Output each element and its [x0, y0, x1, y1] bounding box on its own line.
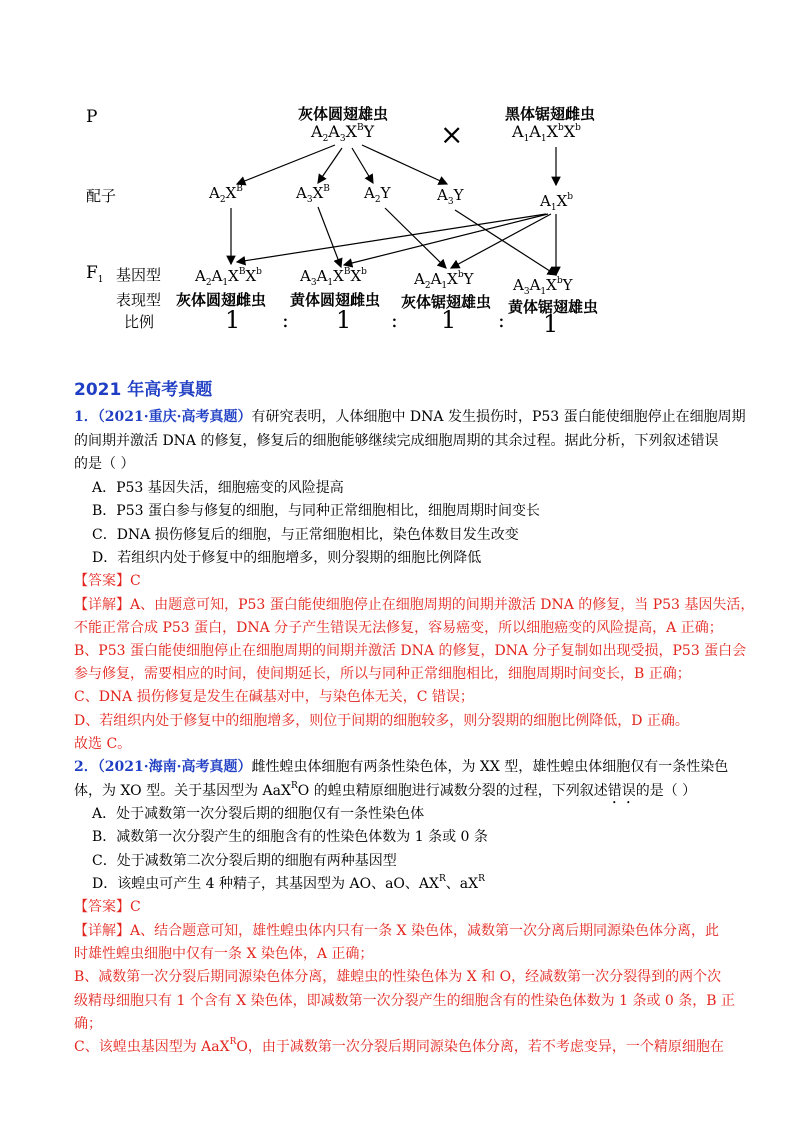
section-title: 2021 年高考真题 [74, 380, 213, 400]
q2-stem-line-1: 2．（2021·海南·高考真题）雌性蝗虫体细胞有两条性染色体，为 XX 型，雄性蝗虫体细胞仅有一条性染色 [74, 759, 729, 775]
offspring-phenotype-1: 灰体圆翅雌虫 [176, 291, 267, 309]
q1-detail-line-2: 不能正常合成 P53 蛋白，DNA 分子产生错误无法修复，容易癌变，所以细胞癌变的风险提高，A 正确； [74, 620, 723, 636]
q1-stem-line-1: 1．（2021·重庆·高考真题）有研究表明，人体细胞中 DNA 发生损伤时，P53 蛋白能使细胞停止在细胞周期 [74, 409, 746, 425]
q2-detail-line-4: 级精母细胞只有 1 个含有 X 染色体，即减数第一次分裂产生的细胞含有的性染色体数为 1 条或 0 条，B 正 [74, 993, 736, 1009]
q2-detail-line-3: B、减数第一次分裂后期同源染色体分离，雄蝗虫的性染色体为 X 和 O，经减数第一次分裂得到的两个次 [74, 969, 722, 985]
gamete-2: $A_3X^B$ [296, 184, 330, 205]
cross-symbol: × [440, 118, 464, 151]
ratio-2: 1 [336, 306, 352, 334]
gamete-1: $A_2X^B$ [209, 184, 243, 205]
q1-detail-line-5: C、DNA 损伤修复是发生在碱基对中，与染色体无关，C 错误； [74, 689, 474, 705]
ratio-3: 1 [441, 306, 457, 334]
q1-stem-line-3: 的是（ ） [74, 456, 135, 472]
q1-option-a: A．P53 基因失活，细胞癌变的风险提高 [92, 480, 344, 496]
q2-detail-line-1: 【详解】A、结合题意可知，雄性蝗虫体内只有一条 X 染色体，减数第一次分离后期同源染色体分离，此 [74, 923, 719, 939]
q2-option-a: A．处于减数第一次分裂后期的细胞仅有一条性染色体 [92, 806, 425, 822]
male-phenotype: 灰体圆翅雄虫 [298, 105, 389, 123]
q2-detail-line-5: 确； [74, 1016, 102, 1032]
q2-answer: 【答案】C [74, 899, 141, 915]
ratio-colon-3: : [498, 308, 505, 332]
offspring-genotype-4: $A_3A_1X^bY$ [513, 276, 573, 297]
q1-option-c: C．DNA 损伤修复后的细胞，与正常细胞相比，染色体数目发生改变 [92, 527, 519, 543]
q1-option-b: B．P53 蛋白参与修复的细胞，与同种正常细胞相比，细胞周期时间变长 [92, 503, 540, 519]
gamete-4: $A_3Y$ [437, 186, 464, 207]
gamete-3: $A_2Y$ [364, 184, 391, 205]
offspring-phenotype-4: 黄体锯翅雄虫 [508, 298, 599, 316]
q2-option-c: C．处于减数第二次分裂后期的细胞有两种基因型 [92, 853, 397, 869]
offspring-phenotype-3: 灰体锯翅雄虫 [401, 293, 492, 311]
q2-option-b: B．减数第一次分裂产生的细胞含有的性染色体数为 1 条或 0 条 [92, 829, 488, 845]
q1-detail-line-1: 【详解】A、由题意可知，P53 蛋白能使细胞停止在细胞周期的间期并激活 DNA 的修复，当 P53 基因失活， [74, 597, 755, 613]
offspring-genotype-3: $A_2A_1X^bY$ [414, 270, 474, 291]
q1-stem-line-2: 的间期并激活 DNA 的修复，修复后的细胞能够继续完成细胞周期的其余过程。据此分析，下列叙述错误 [74, 433, 719, 449]
male-genotype: $A_2A_3X^BY$ [311, 122, 375, 144]
q2-source: （2021·海南·高考真题） [97, 759, 252, 775]
gamete-label: 配子 [86, 187, 117, 205]
q1-detail-line-4: 参与修复，需要相应的时间，使间期延长，所以与同种正常细胞相比，细胞周期时间变长，B 正确； [74, 666, 691, 682]
offspring-genotype-1: $A_2A_1X^BX^b$ [195, 267, 262, 288]
q2-number: 2． [74, 759, 98, 775]
ratio-4: 1 [543, 310, 559, 338]
q2-option-d: D．该蝗虫可产生 4 种精子，其基因型为 AO、aO、$AX^R$、$aX^R$ [92, 874, 485, 892]
q1-detail-line-7: 故选 C。 [74, 736, 132, 752]
f1-label: $F_1$ [86, 263, 104, 285]
q2-detail-line-6: C、该蝗虫基因型为 AaX$^R$O，由于减数第一次分裂后期同源染色体分离，若不考虑变异，一个精原细胞在 [74, 1037, 724, 1055]
q2-detail-line-2: 时雄性蝗虫细胞中仅有一条 X 染色体，A 正确； [74, 946, 374, 962]
q1-detail-line-3: B、P53 蛋白能使细胞停止在细胞周期的间期并激活 DNA 的修复，DNA 分子复制如出现受损，P53 蛋白会 [74, 643, 747, 659]
genotype-label: 基因型 [116, 266, 162, 284]
q1-answer: 【答案】C [74, 573, 141, 589]
ratio-colon-1: : [282, 308, 289, 332]
ratio-label: 比例 [124, 313, 155, 331]
parent-label: P [86, 107, 98, 127]
ratio-1: 1 [225, 306, 241, 334]
female-genotype: $A_1A_1X^bX^b$ [512, 122, 581, 144]
offspring-genotype-2: $A_3A_1X^BX^b$ [300, 267, 367, 288]
gamete-5: $A_1X^b$ [540, 192, 574, 213]
q1-source: （2021·重庆·高考真题） [97, 409, 252, 425]
offspring-phenotype-2: 黄体圆翅雌虫 [290, 291, 381, 309]
q1-detail-line-6: D、若组织内处于修复中的细胞增多，则位于间期的细胞较多，则分裂期的细胞比例降低，D 正确。 [74, 713, 689, 729]
female-phenotype: 黑体锯翅雌虫 [505, 105, 596, 123]
q1-option-d: D．若组织内处于修复中的细胞增多，则分裂期的细胞比例降低 [92, 550, 482, 566]
q2-stem-line-2: 体，为 XO 型。关于基因型为 AaX$^R$O 的蝗虫精原细胞进行减数分裂的过程，下列叙述错误的是（ ） [74, 781, 697, 799]
phenotype-label: 表现型 [116, 291, 162, 309]
ratio-colon-2: : [391, 308, 398, 332]
q1-number: 1． [74, 409, 98, 425]
